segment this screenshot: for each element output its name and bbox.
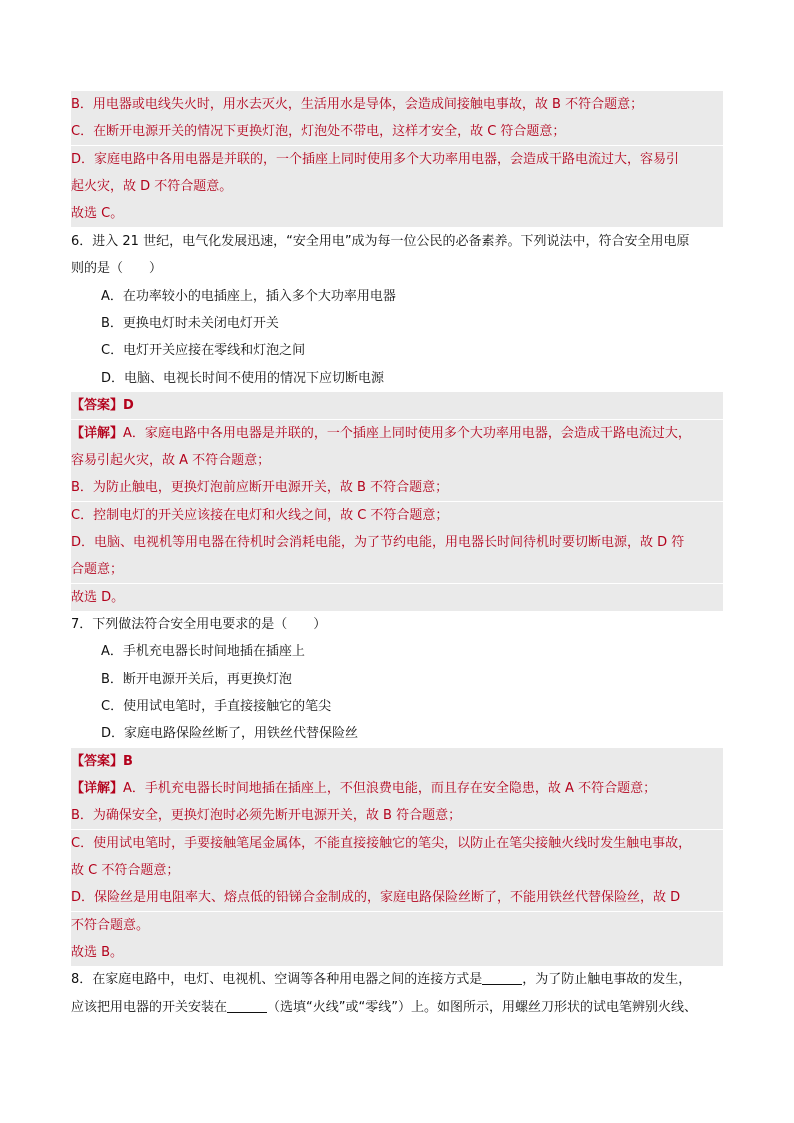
q6-option-c: C．电灯开关应接在零线和灯泡之间 [101,343,306,358]
q6-detail-a-line1 [71,420,723,447]
q6-detail-tag: 【详解】 [71,426,124,441]
q5-detail-c: C．在断开电源开关的情况下更换灯泡，灯泡处不带电，这样才安全，故 C 符合题意； [71,118,723,145]
q8-stem-line1-tail: ，为了防止触电事故的发生， [522,972,692,987]
q7-detail-a [71,775,723,802]
q6-answer [71,392,723,419]
q8-blank-2 [227,998,267,1013]
q6-answer-value: D [123,398,134,413]
q7-detail-a-text: A．手机充电器长时间地插在插座上，不但浪费电能，而且存在安全隐患，故 A 不符合题意； [123,781,657,796]
q6-detail-a-line2: 容易引起火灾，故 A 不符合题意； [71,447,723,474]
q5-detail-b: B．用电器或电线失火时，用水去灭火，生活用水是导体，会造成间接触电事故，故 B 不符合题意； [71,91,723,118]
q6-detail-c: C．控制电灯的开关应该接在电灯和火线之间，故 C 不符合题意； [71,502,723,529]
q7-detail-c-line2: 故 C 不符合题意； [71,857,723,884]
q7-answer-value: B [123,754,133,769]
q7-stem: 7．下列做法符合安全用电要求的是（ ） [71,617,327,632]
q6-detail-d-line1: D．电脑、电视机等用电器在待机时会消耗电能，为了节约电能，用电器长时间待机时要切断电源，故 D 符 [71,529,723,556]
q7-option-b: B．断开电源开关后，再更换灯泡 [101,672,292,687]
q8-stem-line2 [71,994,723,1021]
q8-blank-1 [482,970,522,985]
q6-detail-b: B．为防止触电，更换灯泡前应断开电源开关，故 B 不符合题意； [71,474,723,501]
q7-detail-b: B．为确保安全，更换灯泡时必须先断开电源开关，故 B 符合题意； [71,802,723,829]
q6-option-d: D．电脑、电视长时间不使用的情况下应切断电源 [101,371,385,386]
q5-detail-d-line2: 起火灾，故 D 不符合题意。 [71,173,723,200]
q7-answer [71,748,723,775]
q6-stem-line2: 则的是（ ） [71,261,163,276]
q8-stem-line1 [71,966,723,993]
q7-detail-d-line1: D．保险丝是用电阻率大、熔点低的铅锑合金制成的，家庭电路保险丝断了，不能用铁丝代替保险丝，故 D [71,884,723,911]
q8-stem-line1-text: 8．在家庭电路中，电灯、电视机、空调等各种用电器之间的连接方式是 [71,972,483,987]
q5-choice: 故选 C。 [71,200,723,227]
q7-option-a: A．手机充电器长时间地插在插座上 [101,644,305,659]
q6-option-b: B．更换电灯时未关闭电灯开关 [101,316,279,331]
q8-stem-line2-text: 应该把用电器的开关安装在 [71,1000,228,1015]
q6-option-a: A．在功率较小的电插座上，插入多个大功率用电器 [101,289,396,304]
q7-answer-tag: 【答案】 [71,754,124,769]
q6-stem-line1: 6．进入 21 世纪，电气化发展迅速，“安全用电”成为每一位公民的必备素养。下列说法中，符合安全用电原 [71,234,690,249]
q6-detail-a-text: A．家庭电路中各用电器是并联的，一个插座上同时使用多个大功率用电器，会造成干路电流过大， [123,426,691,441]
q7-option-c: C．使用试电笔时，手直接接触它的笔尖 [101,699,332,714]
q8-stem-line2-tail: （选填“火线”或“零线”）上。如图所示，用螺丝刀形状的试电笔辨别火线、 [267,1000,697,1015]
q7-detail-tag: 【详解】 [71,781,124,796]
q7-choice: 故选 B。 [71,939,723,966]
q6-detail-d-line2: 合题意； [71,556,723,583]
q7-option-d: D．家庭电路保险丝断了，用铁丝代替保险丝 [101,726,359,741]
q6-choice: 故选 D。 [71,584,723,611]
q7-detail-c-line1: C．使用试电笔时，手要接触笔尾金属体，不能直接接触它的笔尖，以防止在笔尖接触火线时发生触电事故， [71,830,723,857]
q7-detail-d-line2: 不符合题意。 [71,912,723,939]
q6-answer-tag: 【答案】 [71,398,124,413]
q5-detail-d-line1: D．家庭电路中各用电器是并联的，一个插座上同时使用多个大功率用电器，会造成干路电流过大，容易引 [71,146,723,173]
